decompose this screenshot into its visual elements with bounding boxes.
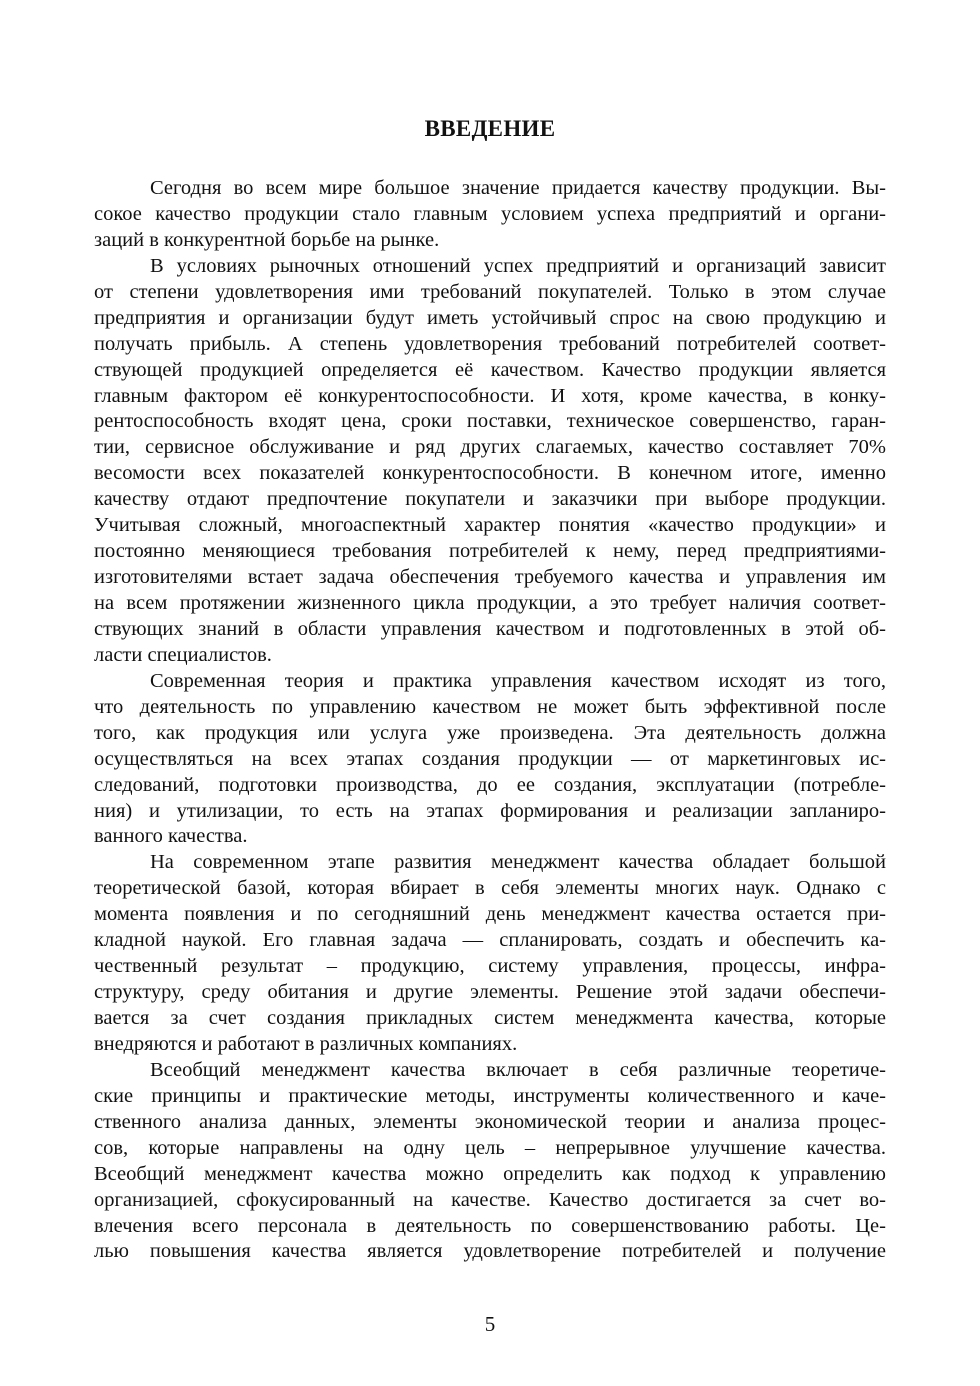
text-line: следований, подготовки производства, до ее создания, эксплуатации (потребле- — [94, 773, 886, 796]
text-line: сокое качество продукции стало главным условием успеха предприятий и органи- — [94, 202, 886, 225]
text-line: получать прибыль. А степень удовлетворения требований потребителей соответ- — [94, 332, 886, 355]
text-line: теоретической базой, которая вбирает в себя элементы многих наук. Однако с — [94, 877, 886, 900]
text-line: ванного качества. — [94, 825, 248, 848]
paragraph — [94, 254, 886, 669]
text-line: что деятельность по управлению качеством не может быть эффективной после — [94, 695, 886, 718]
text-line: того, как продукция или услуга уже произведена. Эта деятельность должна — [94, 721, 886, 744]
text-line: В условиях рыночных отношений успех предприятий и организаций зависит — [150, 254, 886, 277]
text-line: ласти специалистов. — [94, 643, 272, 666]
text-line: влечения всего персонала в деятельность по совершенствованию работы. Це- — [94, 1214, 886, 1237]
text-line: Сегодня во всем мире большое значение придается качеству продукции. Вы- — [150, 177, 886, 199]
text-line: сов, которые направлены на одну цель – непрерывное улучшение качества. — [94, 1136, 886, 1159]
text-line: качеству отдают предпочтение покупатели и заказчики при выборе продукции. — [94, 488, 886, 511]
text-line: На современном этапе развития менеджмент качества обладает большой — [150, 851, 886, 874]
text-line: организацией, сфокусированный на качестве. Качество достигается за счет во- — [94, 1188, 886, 1211]
text-line: чественный результат – продукцию, систему управления, процессы, инфра- — [94, 955, 886, 978]
text-line: структуру, среду обитания и другие элементы. Решение этой задачи обеспечи- — [94, 981, 886, 1004]
text-line: ствующих знаний в области управления качеством и подготовленных в этой об- — [94, 617, 886, 640]
page-title: ВВЕДЕНИЕ — [424, 116, 556, 141]
text-line: Всеобщий менеджмент качества можно определить как подход к управлению — [94, 1162, 886, 1185]
text-line: ния) и утилизации, то есть на этапах формирования и реализации запланиро- — [94, 799, 886, 822]
page-number: 5 — [484, 1312, 496, 1336]
paragraph — [94, 176, 886, 254]
text-line: весомости всех показателей конкурентоспособности. В конечном итоге, именно — [94, 462, 886, 485]
text-line: изготовителями встает задача обеспечения требуемого качества и управления им — [94, 566, 886, 589]
text-line: вается за счет создания прикладных систем менеджмента качества, которые — [94, 1007, 886, 1029]
paragraph — [94, 850, 886, 1058]
text-line: от степени удовлетворения ими требований покупателей. Только в этом случае — [94, 280, 886, 303]
text-line: кладной наукой. Его главная задача — спланировать, создать и обеспечить ка- — [94, 929, 886, 952]
text-line: лью повышения качества является удовлетворение потребителей и получение — [94, 1240, 886, 1263]
text-line: Всеобщий менеджмент качества включает в себя различные теоретиче- — [150, 1058, 886, 1081]
text-line: ственного анализа данных, элементы экономической теории и анализа процес- — [94, 1110, 886, 1133]
text-line: Учитывая сложный, многоаспектный характер понятия «качество продукции» и — [94, 514, 886, 537]
paragraph — [94, 1058, 886, 1266]
text-line: ские принципы и практические методы, инструменты количественного и каче- — [94, 1084, 886, 1107]
paragraph — [94, 669, 886, 851]
text-line: постоянно меняющиеся требования потребителей к нему, перед предприятиями- — [94, 540, 886, 563]
text-line: ствующей продукцией определяется её качеством. Качество продукции является — [94, 358, 886, 381]
body-text — [94, 176, 886, 1265]
text-line: Современная теория и практика управления качеством исходят из того, — [150, 669, 886, 692]
text-line: внедряются и работают в различных компаниях. — [94, 1032, 518, 1055]
text-line: главным фактором её конкурентоспособности. И хотя, кроме качества, в конку- — [94, 384, 886, 407]
text-line: тии, сервисное обслуживание и ряд других слагаемых, качество составляет 70% — [94, 436, 886, 459]
text-line: заций в конкурентной борьбе на рынке. — [94, 228, 440, 251]
text-line: на всем протяжении жизненного цикла продукции, а это требует наличия соответ- — [94, 592, 886, 614]
text-line: осуществляться на всех этапах создания продукции — от маркетинговых ис- — [94, 747, 886, 770]
text-line: момента появления и по сегодняшний день менеджмент качества остается при- — [94, 903, 886, 926]
text-line: предприятия и организации будут иметь устойчивый спрос на свою продукцию и — [94, 306, 886, 329]
text-line: рентоспособность входят цена, сроки поставки, техническое совершенство, гаран- — [94, 410, 886, 433]
